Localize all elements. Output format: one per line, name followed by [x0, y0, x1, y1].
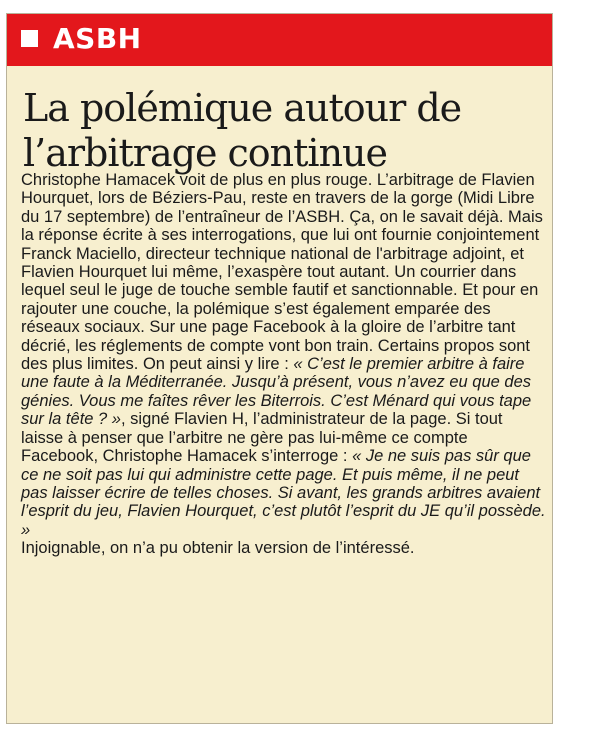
news-article — [6, 13, 553, 724]
body-text-1: Christophe Hamacek voit de plus en plus rouge. L’arbitrage de Flavien Hourquet, lors de Béziers-Pau, reste en travers de la gorge (Midi Libre du 17 septembre) de l’entraîneur de l’ASBH. Ça, on le savait déjà. Mais la réponse écrite à ses interrogations, que lui ont fournie conjointement Franck Maciello, directeur technique national de l'arbitrage adjoint, et Flavien Hourquet lui même, l’exaspère tout autant. Un courrier dans lequel seul le juge de touche semble fautif et sanctionnable. Et pour en rajouter une couche, la polémique s’est également emparée des réseaux sociaux. Sur une page Facebook à la gloire de l’arbitre tant décrié, les réglements de compte vont bon train. Certains propos sont des plus limites. On peut ainsi y lire : — [21, 171, 543, 374]
closing-line: Injoignable, on n’a pu obtenir la version de l’intéressé. — [21, 539, 415, 558]
article-headline: La polémique autour de l’arbitrage continue — [23, 86, 462, 175]
article-body — [21, 171, 549, 558]
section-label: ASBH — [53, 22, 142, 55]
quote-facebook: « C’est le premier arbitre à faire une faute à la Méditerranée. Jusqu’à présent, vous n’avez eu que des génies. Vous me faîtes rêver les Biterrois. C’est Ménard qui vous tape sur la tête ? » — [21, 355, 532, 429]
quote-hamacek: « Je ne suis pas sûr que ce ne soit pas lui qui administre cette page. Et puis même, il ne peut pas laisser écrire de telles choses. Si avant, les grands arbitres avaient l’esprit du jeu, Flavien Hourquet, c’est plutôt l’esprit du JE qu’il possède. » — [21, 447, 546, 539]
square-bullet-icon — [21, 30, 38, 47]
section-banner — [7, 14, 552, 66]
body-text-2: , signé Flavien H, l’administrateur de la page. Si tout laisse à penser que l’arbitre ne gère pas lui-même ce compte Facebook, Christophe Hamacek s’interroge : — [21, 410, 503, 466]
